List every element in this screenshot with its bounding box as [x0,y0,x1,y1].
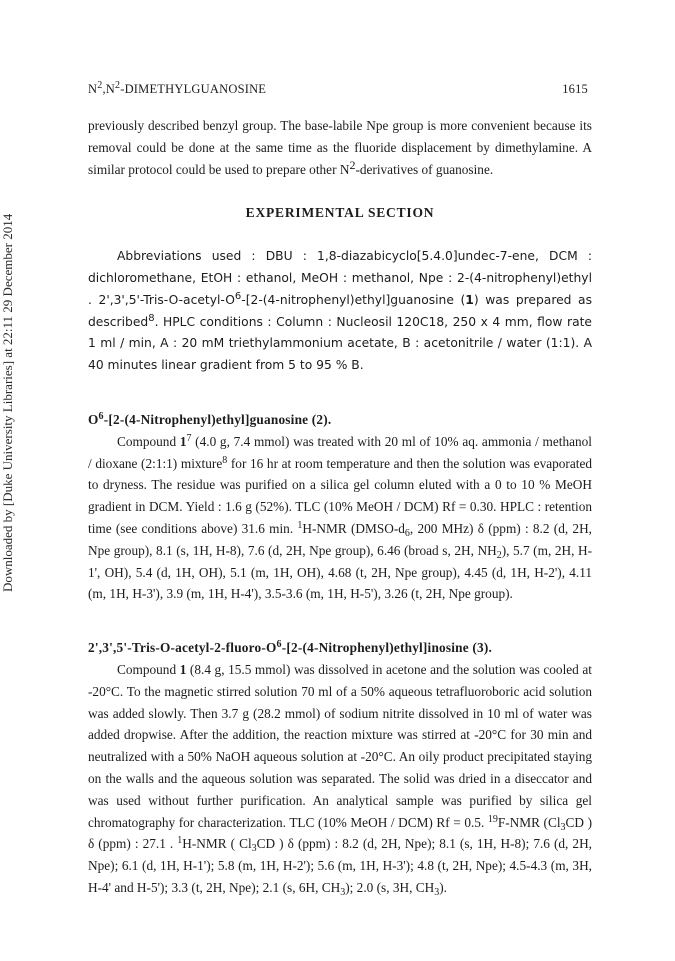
abbrev-text: -[2-(4-nitrophenyl)ethyl]guanosine ( [241,292,466,307]
para-text: (8.4 g, 15.5 mmol) was dissolved in acetone and the solution was cooled at -20°C. To the magnetic stirred solution 70 ml of a 50% aqueous tetrafluoroboric acid solution was added slowly. Then 3.7 g (28.2 mmol) of sodium nitrite dissolved in 10 ml of water was added dropwise. After the addition, the reaction mixture was stirred at -20°C for 30 min and neutralized with a 50% NaOH aqueous solution at -20°C. An oily product precipitated staying on the walls and the aqueous solution was separated. The solid was dried in a diseccator and was used without further purification. An analytical sample was purified by silica gel chromatography for characterization. TLC (10% MeOH / DCM) Rf = 0.5. [88,661,592,830]
page-number: 1615 [562,82,588,96]
para-text: ), 5.7 (m, 2H, H-1', OH), 5.4 (d, 1H, OH), 5.1 (m, 1H, OH), 4.68 (t, 2H, Npe group), 4.45 (d, 1H, H-2'), 4.11 (m, 1H, H-3'), 3.9 (m, 1H, H-4'), 3.5-3.6 (m, 1H, H-5'), 3.26 (t, 2H, Npe group). [88,542,593,602]
subscript: 6 [404,527,410,539]
heading-text: -[2-(4-Nitrophenyl)ethyl]guanosine (2). [103,411,332,427]
running-title-part: -DIMETHYLGUANOSINE [120,82,267,96]
compound-number: 1 [179,433,187,449]
compound-number: 1 [465,292,474,307]
spacer [88,605,592,619]
heading-text: O [88,411,99,427]
subscript: 3 [251,843,257,855]
superscript: 6 [98,410,104,422]
running-title-sup: 2 [97,80,103,91]
para-text: ). [439,879,448,895]
superscript: 19 [487,813,498,825]
compound-3-heading [88,637,592,659]
compound-2-heading [88,409,592,431]
para-text: (4.0 g, 7.4 mmol) was treated with 20 ml of 10% aq. ammonia / methanol / dioxane (2:1:1) mixture [88,433,592,471]
intro-paragraph [88,115,592,180]
para-text: CD ) δ (ppm) : 8.2 (d, 2H, Npe); 8.1 (s, 1H, H-8); 7.6 (d, 2H, Npe); 6.1 (d, 1H, H-1'); 5.8 (m, 1H, H-2'); 5.6 (m, 1H, H-3'); 4.8 (t, 2H, Npe); 4.5-4.3 (m, 3H, H-4' and H-5'); 3.3 (t, 2H, Npe); 2.1 (s, 6H, CH [88,836,592,895]
subscript: 3 [434,886,440,898]
para-text: Compound [117,433,180,449]
superscript: 2 [349,157,356,172]
subscript: 3 [560,821,566,833]
para-text: Compound [117,661,180,677]
running-header [88,82,588,100]
reference-superscript: 7 [186,432,192,444]
article-body [88,115,592,899]
para-text: H-NMR (DMSO-d [302,520,405,536]
intro-text: previously described benzyl group. The base-labile Npe group is more convenient because its removal could be done at the same time as the fluoride displacement by dimethylamine. A similar protocol could be used to prepare other N [88,118,592,177]
reference-superscript: 8 [222,454,228,466]
superscript: 1 [177,835,183,847]
para-text: H-NMR ( Cl [182,836,252,852]
para-text: , 200 MHz) δ (ppm) : 8.2 (d, 2H, Npe group), 8.1 (s, 1H, H-8), 7.6 (d, 2H, Npe group), 6.46 (broad s, 2H, NH [88,520,593,558]
subscript: 2 [496,549,502,561]
abbrev-text: ) was prepared as described [88,292,592,329]
superscript: 6 [276,639,282,651]
heading-text: 2',3',5'-Tris-O-acetyl-2-fluoro-O [88,640,277,656]
para-text: F-NMR (Cl [497,814,561,830]
subscript: 3 [340,886,346,898]
abbrev-text: Abbreviations used : DBU : 1,8-diazabicyclo[5.4.0]undec-7-ene, DCM : dichloromethane, EtOH : ethanol, MeOH : methanol, Npe : 2-(4-nitrophenyl)ethyl . 2',3',5'-Tris-O-acetyl-O [88,249,592,307]
intro-text: -derivatives of guanosine. [355,161,494,177]
running-title-part: ,N [102,82,115,96]
spacer [88,377,592,391]
heading-text: -[2-(4-Nitrophenyl)ethyl]inosine (3). [281,640,493,656]
para-text: for 16 hr at room temperature and then the solution was evaporated to dryness. The residue was purified on a silica gel column eluted with a 0 to 10 % MeOH gradient in DCM. Yield : 1.6 g (52%). TLC (10% MeOH / DCM) Rf = 0.30. HPLC : retention time (see conditions above) 31.6 min. [88,455,592,536]
compound-number: 1 [179,661,187,677]
para-text: ); 2.0 (s, 3H, CH [345,879,435,895]
superscript: 6 [234,290,242,302]
section-heading: EXPERIMENTAL SECTION [245,205,435,221]
compound-2-paragraph [88,431,592,605]
abbrev-text: . HPLC conditions : Column : Nucleosil 120C18, 250 x 4 mm, flow rate 1 ml / min, A : 20 mM triethylammonium acetate, B : acetonitrile / water (1:1). A 40 minutes linear gradient from 5 to 95 % B. [88,314,592,373]
running-title-sup: 2 [115,80,121,91]
compound-3-paragraph [88,659,592,899]
reference-superscript: 8 [148,312,155,324]
para-text: CD ) δ (ppm) : 27.1 . [88,814,592,852]
download-note: Downloaded by [Duke University Libraries] at 22:11 29 December 2014 [0,213,15,592]
abbreviations-paragraph [88,246,592,377]
running-title-part: N [88,82,98,96]
running-title [88,82,266,97]
superscript: 1 [297,519,303,531]
